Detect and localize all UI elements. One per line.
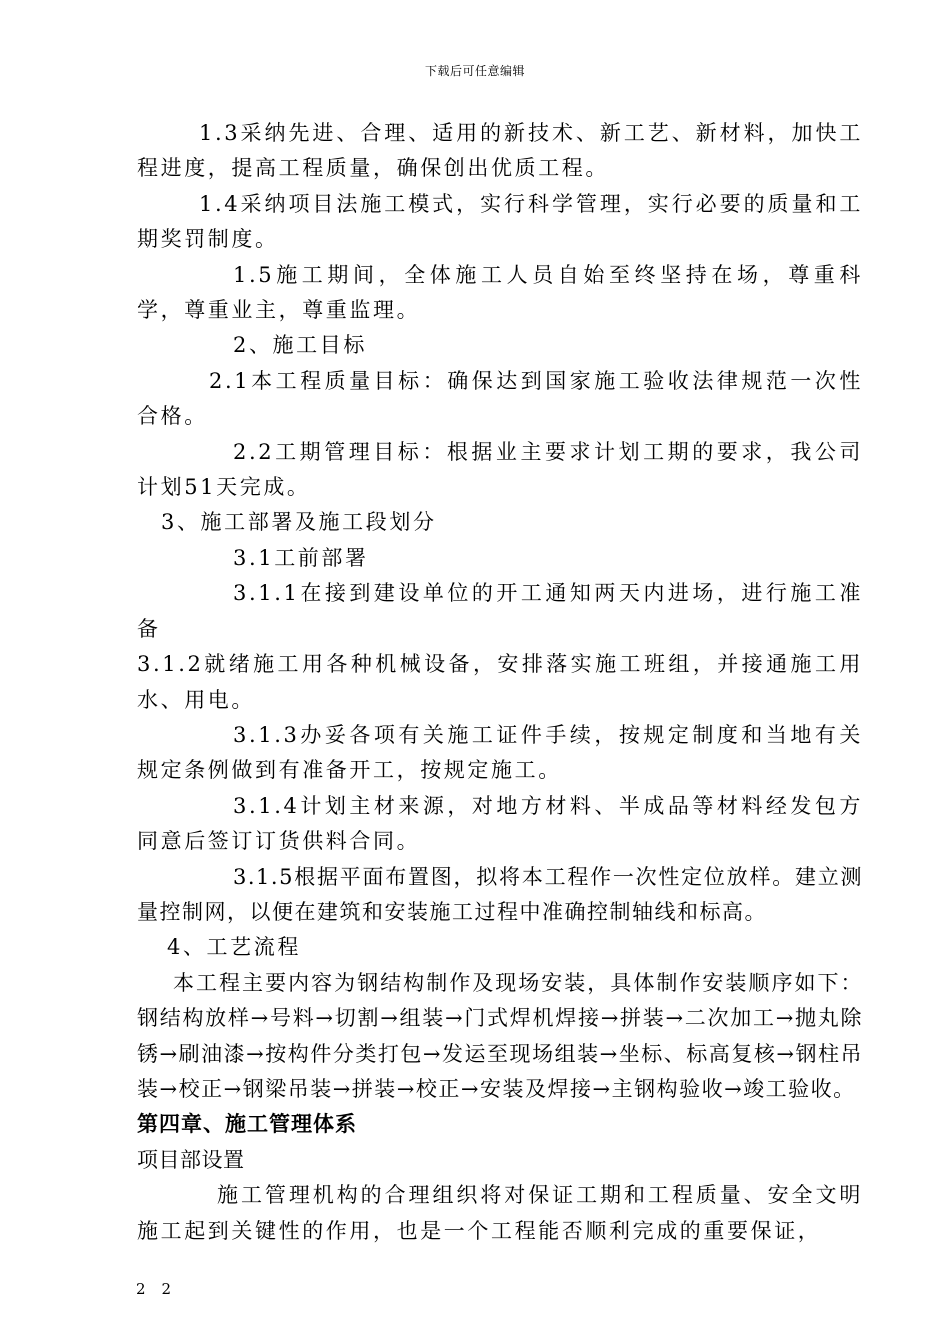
chapter-heading: 第四章、施工管理体系 <box>137 1112 357 1137</box>
page-number-digit: 2 <box>161 1280 172 1298</box>
section-3-title: 3、施工部署及施工段划分 <box>161 510 437 535</box>
page-header: 下载后可任意编辑 <box>424 64 525 78</box>
document-body <box>137 116 863 1249</box>
paragraph-1-4: 1.4采纳项目法施工模式，实行科学管理，实行必要的质量和工期奖罚制度。 <box>137 191 863 252</box>
section-4-title: 4、工艺流程 <box>167 935 301 960</box>
paragraph-1-3: 1.3采纳先进、合理、适用的新技术、新工艺、新材料，加快工程进度，提高工程质量，确保创出优质工程。 <box>137 121 863 181</box>
paragraph-3-1-4: 3.1.4计划主材来源，对地方材料、半成品等材料经发包方同意后签订订货供料合同。 <box>137 793 863 854</box>
paragraph-3-1: 3.1工前部署 <box>233 545 369 570</box>
paragraph-2-1: 2.1本工程质量目标：确保达到国家施工验收法律规范一次性合格。 <box>137 368 863 429</box>
paragraph-process-flow: 本工程主要内容为钢结构制作及现场安装，具体制作安装顺序如下：钢结构放样→号料→切割→组装→门式焊机焊接→拼装→二次加工→抛丸除锈→刷油漆→按构件分类打包→发运至现场组装→坐标、标高复核→钢柱吊装→校正→钢梁吊装→拼装→校正→安装及焊接→主钢构验收→竣工验收。 <box>137 970 863 1101</box>
paragraph-3-1-2: 3.1.2就绪施工用各种机械设备，安排落实施工班组，并接通施工用水、用电。 <box>137 652 863 712</box>
paragraph-3-1-3: 3.1.3办妥各项有关施工证件手续，按规定制度和当地有关规定条例做到有准备开工，按规定施工。 <box>137 722 863 783</box>
page-footer <box>136 1279 187 1299</box>
section-2-title: 2、施工目标 <box>233 333 367 358</box>
page-number-digit: 2 <box>136 1280 146 1298</box>
closing-paragraph: 施工管理机构的合理组织将对保证工期和工程质量、安全文明施工起到关键性的作用，也是一个工程能否顺利完成的重要保证， <box>137 1183 863 1243</box>
section-heading: 项目部设置 <box>137 1147 245 1172</box>
paragraph-3-1-5: 3.1.5根据平面布置图，拟将本工程作一次性定位放样。建立测量控制网，以便在建筑和安装施工过程中准确控制轴线和标高。 <box>137 864 863 924</box>
paragraph-1-5: 1.5施工期间，全体施工人员自始至终坚持在场，尊重科学，尊重业主，尊重监理。 <box>137 262 863 323</box>
paragraph-2-2: 2.2工期管理目标：根据业主要求计划工期的要求，我公司计划51天完成。 <box>137 439 863 500</box>
paragraph-3-1-1: 3.1.1在接到建设单位的开工通知两天内进场，进行施工准备 <box>137 581 863 641</box>
